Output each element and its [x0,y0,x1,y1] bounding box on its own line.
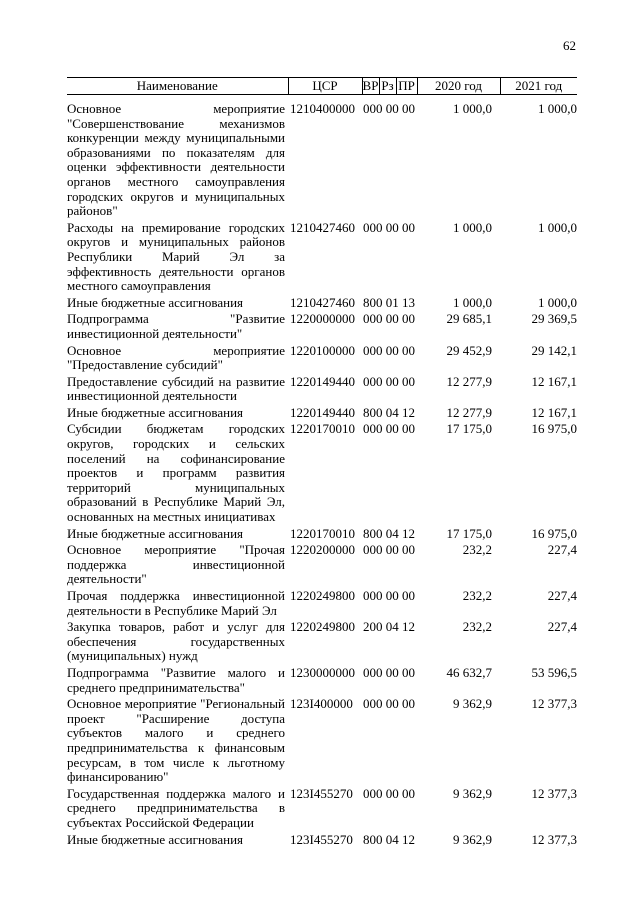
row-csr: 1210427460 [290,219,355,235]
row-name: Расходы на премирование городских округов и муниципальных районов Республики Марий Эл за эффективность деятельности органов местного самоуправления [67,219,285,294]
row-csr: 1220249800 [290,619,355,635]
row-csr: 1220100000 [290,342,355,358]
row-code: 000 00 00 [363,542,415,558]
row-name: Подпрограмма "Развитие малого и среднего предпринимательства" [67,664,285,695]
row-code: 000 00 00 [363,373,415,389]
table-row [67,787,577,833]
row-name: Государственная поддержка малого и среднего предпринимательства в субъектах Российской Федерации [67,785,285,830]
table-row [67,833,577,850]
row-code: 800 04 12 [363,404,415,420]
row-value-2020: 29 685,1 [446,311,492,327]
table-row [67,666,577,697]
row-value-2021: 12 377,3 [531,696,577,712]
row-csr: 1210400000 [290,101,355,116]
row-name: Предоставление субсидий на развитие инвестиционной деятельности [67,373,285,404]
row-value-2020: 17 175,0 [446,421,492,437]
row-name: Иные бюджетные ассигнования [67,831,244,847]
row-csr: 1220149440 [290,404,355,420]
row-value-2021: 16 975,0 [531,525,577,541]
table-row [67,543,577,589]
row-value-2021: 1 000,0 [538,294,577,310]
row-value-2021: 227,4 [547,588,577,603]
table-row [67,375,577,406]
row-code: 000 00 00 [363,588,415,603]
table-row [67,422,577,526]
row-name: Основное мероприятие "Предоставление субсидий" [67,342,285,373]
table-row [67,589,577,620]
row-csr: 123I455270 [290,831,353,847]
row-value-2021: 53 596,5 [531,664,577,680]
row-value-2021: 29 369,5 [531,311,577,327]
table-row [67,344,577,375]
table-row [67,406,577,423]
row-value-2021: 12 167,1 [531,404,577,420]
row-value-2021: 12 377,3 [531,785,577,801]
table-row [67,95,577,221]
row-value-2020: 12 277,9 [446,373,492,389]
header-2021: 2021 год [500,78,577,95]
row-code: 000 00 00 [363,785,415,801]
table-row [67,296,577,313]
header-2020: 2020 год [417,78,500,95]
row-name: Подпрограмма "Развитие инвестиционной деятельности" [67,311,285,341]
row-value-2020: 9 362,9 [453,785,492,801]
row-name: Основное мероприятие "Прочая поддержка инвестиционной деятельности" [67,542,285,587]
row-code: 000 00 00 [363,664,415,680]
row-name: Закупка товаров, работ и услуг для обеспечения государственных (муниципальных) нужд [67,619,285,664]
row-code: 200 04 12 [363,619,415,635]
row-value-2021: 12 377,3 [531,831,577,847]
row-value-2021: 227,4 [547,619,577,635]
row-csr: 1210427460 [290,294,355,310]
row-value-2021: 227,4 [547,542,577,558]
row-value-2020: 232,2 [462,588,492,603]
header-pr: ПР [396,78,417,95]
row-name: Субсидии бюджетам городских округов, городских и сельских поселений на софинансирование проектов и программ развития территорий муниципальных образований в Республике Марий Эл, основанных на местных инициативах [67,421,285,525]
row-value-2020: 1 000,0 [453,219,492,235]
row-value-2020: 232,2 [462,619,492,635]
row-value-2020: 1 000,0 [453,294,492,310]
table-row [67,620,577,666]
row-name: Иные бюджетные ассигнования [67,294,244,310]
page-number: 62 [563,38,576,53]
row-csr: 1220000000 [290,311,355,327]
row-value-2020: 9 362,9 [453,696,492,712]
header-name: Наименование [67,78,288,95]
table-header-row [67,78,577,95]
row-value-2021: 29 142,1 [531,342,577,358]
row-csr: 1220249800 [290,588,355,603]
header-csr: ЦСР [288,78,362,95]
row-code: 000 00 00 [363,696,415,712]
row-value-2020: 12 277,9 [446,404,492,420]
table-row [67,697,577,787]
table-row [67,527,577,544]
row-value-2020: 232,2 [462,542,492,558]
row-code: 000 00 00 [363,342,415,358]
row-csr: 1220149440 [290,373,355,389]
row-value-2021: 1 000,0 [538,219,577,235]
row-csr: 1220170010 [290,421,355,437]
row-code: 800 04 12 [363,525,415,541]
row-name: Основное мероприятие "Совершенствование механизмов конкуренции между муниципальными образованиями по показателям для оценки эффективности деятельности органов местного самоуправления городских округов и муниципальных районов" [67,101,285,219]
row-value-2021: 1 000,0 [538,101,577,116]
row-code: 000 00 00 [363,421,415,437]
header-rz: Рз [379,78,396,95]
header-vr: ВР [362,77,379,93]
row-code: 000 00 00 [363,219,415,235]
row-csr: 123I455270 [290,785,353,801]
row-csr: 1220170010 [290,525,355,541]
row-name: Иные бюджетные ассигнования [67,525,244,541]
row-name: Прочая поддержка инвестиционной деятельности в Республике Марий Эл [67,588,285,618]
row-csr: 123I400000 [290,696,353,712]
row-name: Иные бюджетные ассигнования [67,404,244,420]
row-value-2020: 17 175,0 [446,525,492,541]
row-name: Основное мероприятие "Региональный проект "Расширение доступа субъектов малого и среднего предпринимательства к финансовым ресурсам, в том числе к льготному финансированию" [67,696,285,785]
row-value-2020: 29 452,9 [446,342,492,358]
row-value-2020: 1 000,0 [453,101,492,116]
row-csr: 1230000000 [290,664,355,680]
row-value-2020: 46 632,7 [446,664,492,680]
row-value-2020: 9 362,9 [453,831,492,847]
table-body [67,95,577,850]
row-value-2021: 16 975,0 [531,421,577,437]
row-code: 800 04 12 [363,831,415,847]
row-value-2021: 12 167,1 [531,373,577,389]
row-code: 000 00 00 [363,101,415,116]
table-row [67,221,577,296]
budget-table [67,77,577,849]
table-row [67,312,577,343]
row-code: 800 01 13 [363,294,415,310]
row-code: 000 00 00 [363,311,415,327]
row-csr: 1220200000 [290,542,355,558]
